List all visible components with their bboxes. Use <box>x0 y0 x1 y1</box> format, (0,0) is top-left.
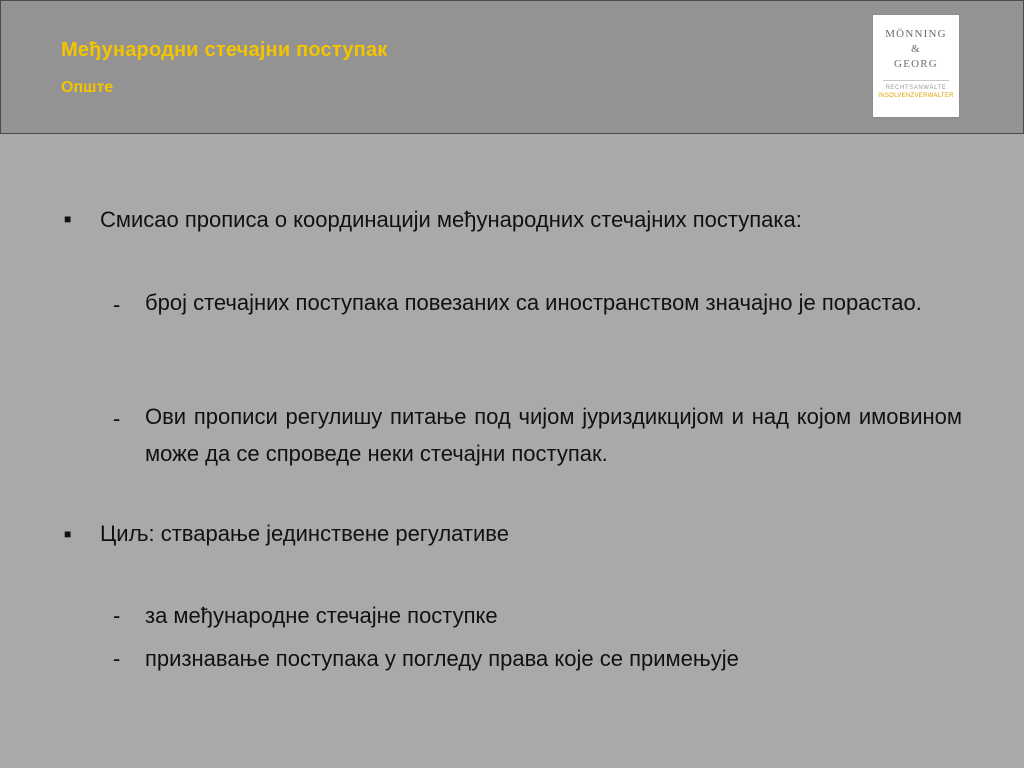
logo-tagline-2: INSOLVENZVERWALTER <box>878 93 954 99</box>
dash-marker: - <box>113 603 121 628</box>
dash-marker: - <box>113 292 121 317</box>
logo-name-line3: GEORG <box>894 58 938 70</box>
logo-tagline-1: RECHTSANWÄLTE <box>885 85 947 91</box>
sub-item-1-2: Ови прописи регулишу питање под чијом јуриздикцијом и над којом имовином може да се спроведе неки стечајни поступак. <box>145 404 962 466</box>
dash-marker: - <box>113 646 121 671</box>
sub-item-2-2: признавање поступака у погледу права које се примењује <box>145 646 739 671</box>
logo-name-line2: & <box>911 43 921 55</box>
sub-item-2-1: за међународне стечајне поступке <box>145 603 498 628</box>
dash-marker: - <box>113 406 121 431</box>
sub-item-1-1: број стечајних поступака повезаних са иностранством значајно је порастао. <box>145 290 922 315</box>
slide-subtitle: Опште <box>61 79 114 96</box>
slide-title: Међународни стечајни поступак <box>61 39 388 61</box>
bullet-text-2: Циљ: стварање јединствене регулативе <box>100 521 509 546</box>
logo-name-line1: MÖNNING <box>885 28 947 40</box>
square-bullet-icon: ■ <box>64 212 72 226</box>
square-bullet-icon: ■ <box>64 527 72 541</box>
bullet-text-1: Смисао прописа о координацији међународних стечајних поступака: <box>100 207 802 232</box>
